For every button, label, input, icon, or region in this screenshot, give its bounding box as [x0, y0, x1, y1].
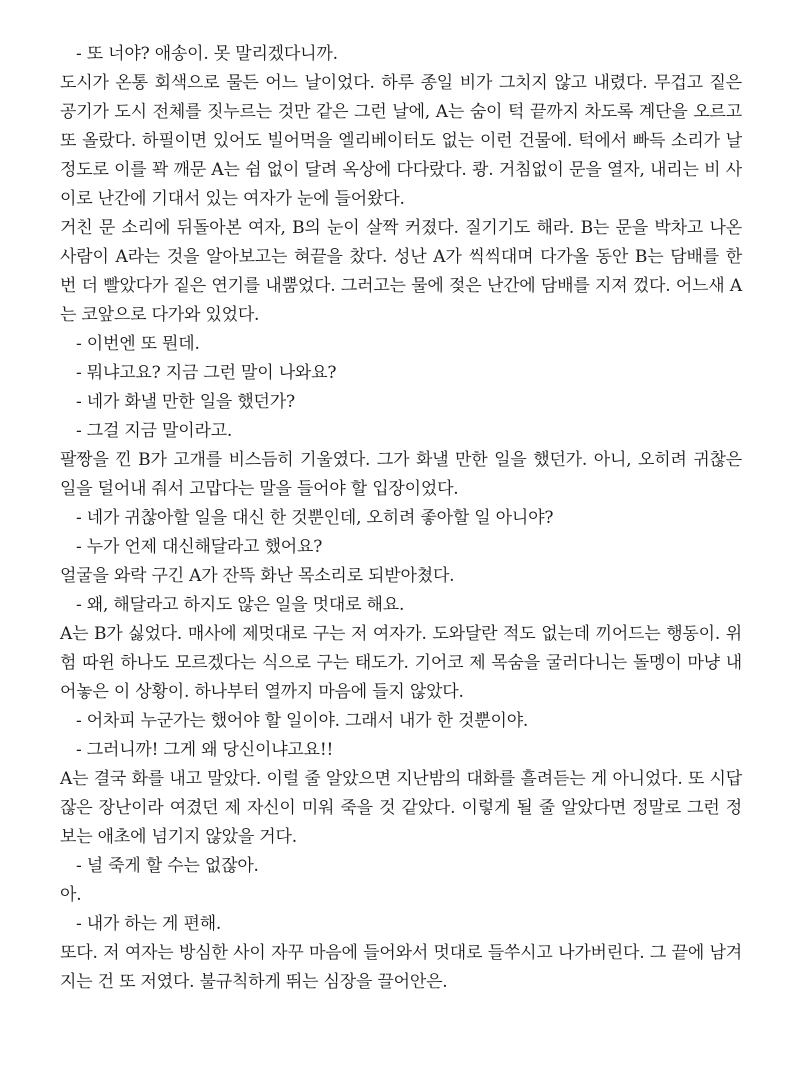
story-paragraph: - 내가 하는 게 편해. — [76, 914, 222, 934]
story-paragraph: 얼굴을 와락 구긴 A가 잔뜩 화난 목소리로 되받아쳤다. — [60, 566, 455, 586]
story-paragraph: A는 B가 싫었다. 매사에 제멋대로 구는 저 여자가. 도와달란 적도 없는데 끼어드는 행동이. 위험 따윈 하나도 모르겠다는 식으로 구는 태도가. 기어코 제 목숨을 굴러다니는 돌멩이 마냥 내어놓은 이 상황이. 하나부터 열까지 마음에 들지 않았다. — [60, 624, 742, 702]
story-paragraph: - 네가 귀찮아할 일을 대신 한 것뿐인데, 오히려 좋아할 일 아니야? — [76, 508, 554, 528]
story-paragraph: - 널 죽게 할 수는 없잖아. — [76, 856, 259, 876]
story-paragraph: 도시가 온통 회색으로 물든 어느 날이었다. 하루 종일 비가 그치지 않고 내렸다. 무겁고 짙은 공기가 도시 전체를 짓누르는 것만 같은 그런 날에, A는 숨이 턱 끝까지 차도록 계단을 오르고 또 올랐다. 하필이면 있어도 빌어먹을 엘리베이터도 없는 이런 건물에. 턱에서 빠득 소리가 날 정도로 이를 꽉 깨문 A는 쉼 없이 달려 옥상에 다다랐다. 쾅. 거침없이 문을 열자, 내리는 비 사이로 난간에 기대서 있는 여자가 눈에 들어왔다. — [60, 73, 742, 209]
story-paragraph: 또다. 저 여자는 방심한 사이 자꾸 마음에 들어와서 멋대로 들쑤시고 나가버린다. 그 끝에 남겨지는 건 또 저였다. 불규칙하게 뛰는 심장을 끌어안은. — [60, 943, 742, 992]
story-paragraph: 팔짱을 낀 B가 고개를 비스듬히 기울였다. 그가 화낼 만한 일을 했던가. 아니, 오히려 귀찮은 일을 덜어내 줘서 고맙다는 말을 들어야 할 입장이었다. — [60, 450, 742, 499]
story-paragraph: - 네가 화낼 만한 일을 했던가? — [76, 392, 295, 412]
story-paragraph: - 또 너야? 애송이. 못 말리겠다니까. — [76, 44, 338, 64]
story-paragraph: - 왜, 해달라고 하지도 않은 일을 멋대로 해요. — [76, 595, 405, 615]
story-paragraph: - 이번엔 또 뭔데. — [76, 334, 200, 354]
story-paragraph: - 그걸 지금 말이라고. — [76, 421, 233, 441]
story-text — [60, 40, 742, 997]
story-paragraph: A는 결국 화를 내고 말았다. 이럴 줄 알았으면 지난밤의 대화를 흘려듣는 게 아니었다. 또 시답잖은 장난이라 여겼던 제 자신이 미워 죽을 것 같았다. 이렇게 될 줄 알았다면 정말로 그런 정보는 애초에 넘기지 않았을 거다. — [60, 769, 742, 847]
story-paragraph: - 뭐냐고요? 지금 그런 말이 나와요? — [76, 363, 337, 383]
story-paragraph: - 어차피 누군가는 했어야 할 일이야. 그래서 내가 한 것뿐이야. — [76, 711, 529, 731]
story-paragraph: 아. — [60, 885, 82, 905]
story-paragraph: - 누가 언제 대신해달라고 했어요? — [76, 537, 323, 557]
story-paragraph: 거친 문 소리에 뒤돌아본 여자, B의 눈이 살짝 커졌다. 질기기도 해라. B는 문을 박차고 나온 사람이 A라는 것을 알아보고는 혀끝을 찼다. 성난 A가 씩씩대며 다가올 동안 B는 담배를 한 번 더 빨았다가 짙은 연기를 내뿜었다. 그러고는 물에 젖은 난간에 담배를 지져 껐다. 어느새 A는 코앞으로 다가와 있었다. — [60, 218, 742, 325]
story-paragraph: - 그러니까! 그게 왜 당신이냐고요!! — [76, 740, 334, 760]
